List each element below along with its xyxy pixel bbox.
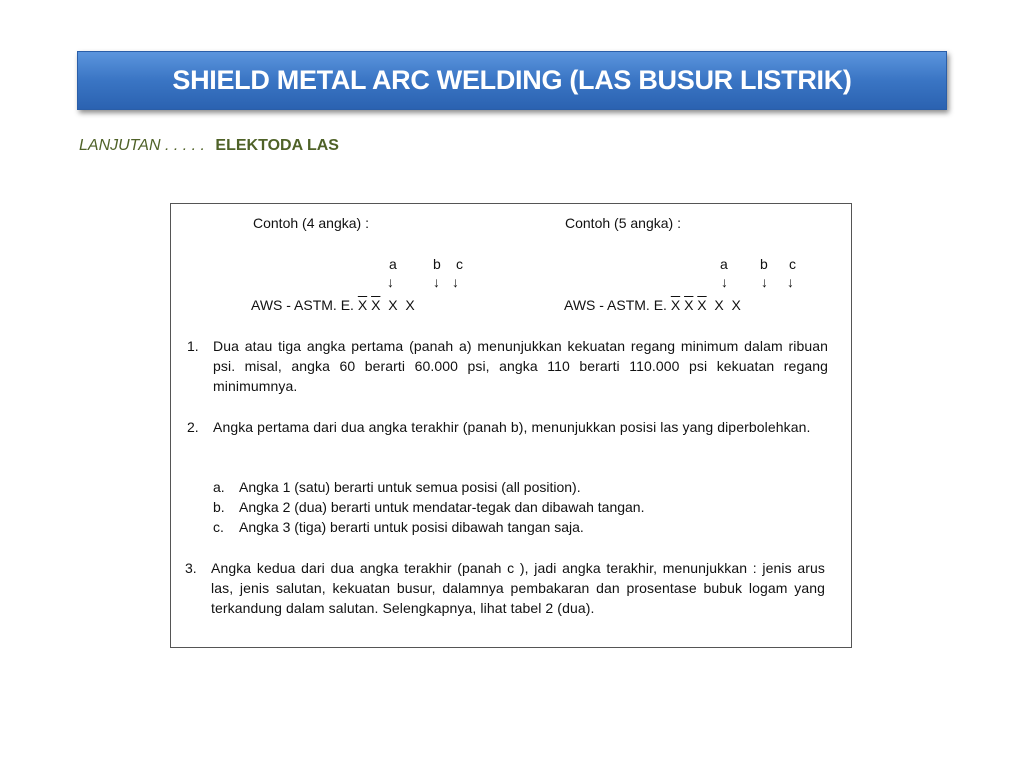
example5-digit-1: $\overline{X}$ bbox=[670, 297, 681, 313]
example5-arrow-b: ↓ bbox=[761, 274, 768, 290]
scanned-document bbox=[170, 203, 852, 648]
subitem-a bbox=[213, 477, 581, 497]
example4-digit-4: X bbox=[405, 297, 415, 313]
subitem-b bbox=[213, 497, 645, 517]
example4-label: Contoh (4 angka) : bbox=[253, 215, 369, 231]
example4-code bbox=[251, 297, 415, 313]
item-1-text: Dua atau tiga angka pertama (panah a) menunjukkan kekuatan regang minimum dalam ribuan psi. misal, angka 60 berarti 60.000 psi, angka 110 berarti 110.000 psi kekuatan regang minimumnya. bbox=[213, 338, 828, 394]
subtitle-topic: ELEKTODA LAS bbox=[215, 137, 339, 154]
example4-digit-2: $\overline{X}$ bbox=[371, 297, 381, 313]
example4-letter-c: c bbox=[456, 256, 463, 272]
example4-arrow-c: ↓ bbox=[452, 274, 459, 290]
item-3-number: 3. bbox=[185, 560, 197, 576]
example4-letter-b: b bbox=[433, 256, 441, 272]
subitem-c bbox=[213, 517, 584, 537]
example5-code bbox=[564, 297, 741, 313]
example4-digit-3: X bbox=[388, 297, 398, 313]
example4-arrow-b: ↓ bbox=[433, 274, 440, 290]
example5-digit-5: X bbox=[731, 297, 741, 313]
subitem-a-letter: a. bbox=[213, 479, 225, 495]
subitem-c-text: Angka 3 (tiga) berarti untuk posisi dibawah tangan saja. bbox=[239, 519, 584, 535]
example4-digit-1: $\overline{X}$ bbox=[357, 297, 368, 313]
example4-code-prefix: AWS - ASTM. E. bbox=[251, 297, 354, 313]
item-3-text: Angka kedua dari dua angka terakhir (panah c ), jadi angka terakhir, menunjukkan : jenis arus las, jenis salutan, kekuatan busur, dalamnya pembakaran dan prosentase bubuk logam yang terkandung dalam salutan. Selengkapnya, lihat tabel 2 (dua). bbox=[211, 560, 825, 616]
example5-label: Contoh (5 angka) : bbox=[565, 215, 681, 231]
example5-letter-b: b bbox=[760, 256, 768, 272]
subitem-a-text: Angka 1 (satu) berarti untuk semua posisi (all position). bbox=[239, 479, 581, 495]
example4-letter-a: a bbox=[389, 256, 397, 272]
slide-subtitle bbox=[79, 137, 339, 155]
item-2-number: 2. bbox=[187, 419, 199, 435]
subtitle-lead: LANJUTAN . . . . . bbox=[79, 137, 205, 154]
example5-letter-a: a bbox=[720, 256, 728, 272]
example5-letter-c: c bbox=[789, 256, 796, 272]
example5-digit-3: $\overline{X}$ bbox=[697, 297, 707, 313]
example4-arrow-a: ↓ bbox=[387, 274, 394, 290]
example5-digit-4: X bbox=[714, 297, 724, 313]
example5-code-prefix: AWS - ASTM. E. bbox=[564, 297, 667, 313]
item-1-number: 1. bbox=[187, 338, 199, 354]
example5-digit-2: $\overline{X}$ bbox=[684, 297, 694, 313]
subitem-b-text: Angka 2 (dua) berarti untuk mendatar-tegak dan dibawah tangan. bbox=[239, 499, 645, 515]
subitem-c-letter: c. bbox=[213, 519, 224, 535]
subitem-b-letter: b. bbox=[213, 499, 225, 515]
example5-arrow-c: ↓ bbox=[787, 274, 794, 290]
slide-title: SHIELD METAL ARC WELDING (LAS BUSUR LISTRIK) bbox=[172, 65, 852, 95]
slide-title-bar bbox=[77, 51, 947, 110]
example5-arrow-a: ↓ bbox=[721, 274, 728, 290]
item-2-text: Angka pertama dari dua angka terakhir (panah b), menunjukkan posisi las yang diperbolehkan. bbox=[213, 419, 811, 435]
